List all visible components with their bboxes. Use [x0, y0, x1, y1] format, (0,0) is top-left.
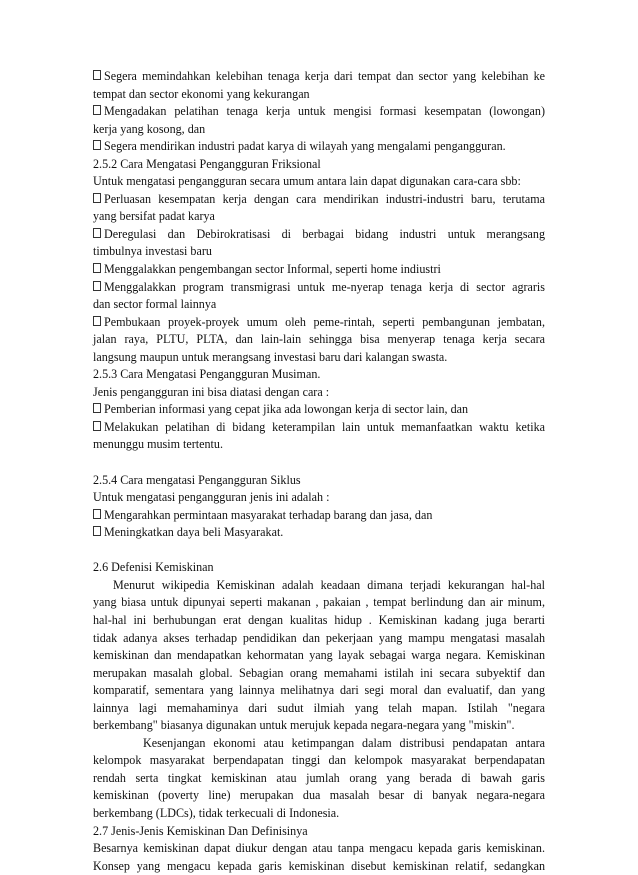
- text-line: Untuk mengatasi pengangguran secara umum antara lain dapat digunakan cara-cara sbb:: [93, 174, 521, 189]
- text-line: kerja yang kosong, dan: [93, 121, 206, 136]
- text-line: jalan raya, PLTU, PLTA, dan lain-lain sehingga bisa menyerap tenaga kerja secara: [93, 332, 545, 347]
- line-text: Melakukan pelatihan di bidang keterampilan lain untuk memanfaatkan waktu ketika: [104, 419, 545, 434]
- text-line: merupakan masalah global. Sebagian orang memahami istilah ini secara subyektif dan: [93, 665, 545, 680]
- text-line: dan sector formal lainnya: [93, 297, 217, 312]
- bullet-line: [93, 226, 545, 244]
- text-line: yang biasa untuk dipunyai seperti makanan , pakaian , tempat berlindung dan air minum,: [93, 595, 545, 610]
- text-line: Kesenjangan ekonomi atau ketimpangan dalam distribusi pendapatan antara: [143, 735, 545, 750]
- bullet-line: [93, 524, 545, 542]
- text-line: 2.5.2 Cara Mengatasi Pengangguran Friksional: [93, 156, 321, 171]
- line-text: Mengarahkan permintaan masyarakat terhadap barang dan jasa, dan: [104, 507, 433, 522]
- line-text: Menggalakkan pengembangan sector Informal, seperti home indiustri: [104, 262, 441, 277]
- text-line: kemiskinan dan mendapatkan kehormatan yang layak sebagai warga negara. Kemiskinan: [93, 648, 545, 663]
- bullet-box-icon: [93, 228, 101, 238]
- bullet-box-icon: [93, 403, 101, 413]
- bullet-box-icon: [93, 421, 101, 431]
- text-line: tempat dan sector ekonomi yang kekurangan: [93, 86, 310, 101]
- text-line: 2.5.3 Cara Mengatasi Pengangguran Musiman.: [93, 367, 321, 382]
- bullet-box-icon: [93, 193, 101, 203]
- bullet-box-icon: [93, 105, 101, 115]
- text-line: timbulnya investasi baru: [93, 244, 212, 259]
- line-text: Pemberian informasi yang cepat jika ada lowongan kerja di sector lain, dan: [104, 402, 469, 417]
- line-text: Meningkatkan daya beli Masyarakat.: [104, 525, 284, 540]
- text-line: menunggu musim tertentu.: [93, 437, 223, 452]
- bullet-line: [93, 279, 545, 297]
- text-line: 2.5.4 Cara mengatasi Pengangguran Siklus: [93, 472, 301, 487]
- text-line: Menurut wikipedia Kemiskinan adalah keadaan dimana terjadi kekurangan hal-hal: [113, 577, 545, 592]
- text-line: yang bersifat padat karya: [93, 209, 215, 224]
- bullet-box-icon: [93, 509, 101, 519]
- text-line: 2.6 Defenisi Kemiskinan: [93, 560, 214, 575]
- bullet-line: [93, 314, 545, 332]
- bullet-line: [93, 419, 545, 437]
- text-line: berkembang" biasanya digunakan untuk merujuk kepada negara-negara yang "miskin".: [93, 718, 515, 733]
- bullet-box-icon: [93, 316, 101, 326]
- bullet-box-icon: [93, 140, 101, 150]
- bullet-box-icon: [93, 281, 101, 291]
- text-line: hal-hal ini berhubungan erat dengan kualitas hidup . Kemiskinan kadang juga berarti: [93, 612, 545, 627]
- bullet-line: [93, 507, 545, 525]
- bullet-line: [93, 103, 545, 121]
- text-line: 2.7 Jenis-Jenis Kemiskinan Dan Definisinya: [93, 823, 308, 838]
- text-line: berkembang (LDCs), tidak terkecuali di Indonesia.: [93, 805, 340, 820]
- text-line: langsung maupun untuk merangsang investasi baru dari kalangan swasta.: [93, 349, 448, 364]
- line-text: Deregulasi dan Debirokratisasi di berbagai bidang industri untuk merangsang: [104, 226, 545, 241]
- text-line: kelompok masyarakat berpendapatan tinggi dan kelompok masyarakat berpendapatan: [93, 753, 545, 768]
- line-text: Segera mendirikan industri padat karya di wilayah yang mengalami pengangguran.: [104, 139, 506, 154]
- text-line: Konsep yang mengacu kepada garis kemiskinan disebut kemiskinan relatif, sedangkan: [93, 858, 545, 873]
- line-text: Segera memindahkan kelebihan tenaga kerja dari tempat dan sector yang kelebihan ke: [104, 69, 545, 83]
- bullet-box-icon: [93, 526, 101, 536]
- bullet-line: [93, 401, 545, 419]
- bullet-line: [93, 191, 545, 209]
- blank-line: [93, 542, 545, 560]
- bullet-line: [93, 68, 545, 86]
- document-page: [93, 68, 545, 875]
- bullet-box-icon: [93, 263, 101, 273]
- text-line: komparatif, sementara yang lainnya melihatnya dari segi moral dan evaluatif, dan yang: [93, 683, 545, 698]
- text-line: Untuk mengatasi pengangguran jenis ini adalah :: [93, 490, 330, 505]
- bullet-line: [93, 261, 545, 279]
- line-text: Perluasan kesempatan kerja dengan cara mendirikan industri-industri baru, terutama: [104, 191, 545, 206]
- text-line: lainnya lagi memahaminya dari sudut ilmiah yang telah mapan. Istilah "negara: [93, 700, 545, 715]
- text-line: kemiskinan (poverty line) merupakan dua masalah besar di banyak negara-negara: [93, 788, 545, 803]
- line-text: Pembukaan proyek-proyek umum oleh peme-rintah, seperti pembangunan jembatan,: [104, 314, 545, 329]
- text-line: Jenis pengangguran ini bisa diatasi dengan cara :: [93, 384, 330, 399]
- text-line: rendah serta tingkat kemiskinan atau jumlah orang yang berada di bawah garis: [93, 770, 545, 785]
- text-line: tidak adanya akses terhadap pendidikan dan pekerjaan yang mampu mengatasi masalah: [93, 630, 545, 645]
- line-text: Menggalakkan program transmigrasi untuk me-nyerap tenaga kerja di sector agraris: [104, 279, 545, 294]
- text-line: Besarnya kemiskinan dapat diukur dengan atau tanpa mengacu kepada garis kemiskinan.: [93, 841, 545, 856]
- blank-line: [93, 454, 545, 472]
- bullet-box-icon: [93, 70, 101, 80]
- line-text: Mengadakan pelatihan tenaga kerja untuk mengisi formasi kesempatan (lowongan): [104, 104, 545, 119]
- bullet-line: [93, 138, 545, 156]
